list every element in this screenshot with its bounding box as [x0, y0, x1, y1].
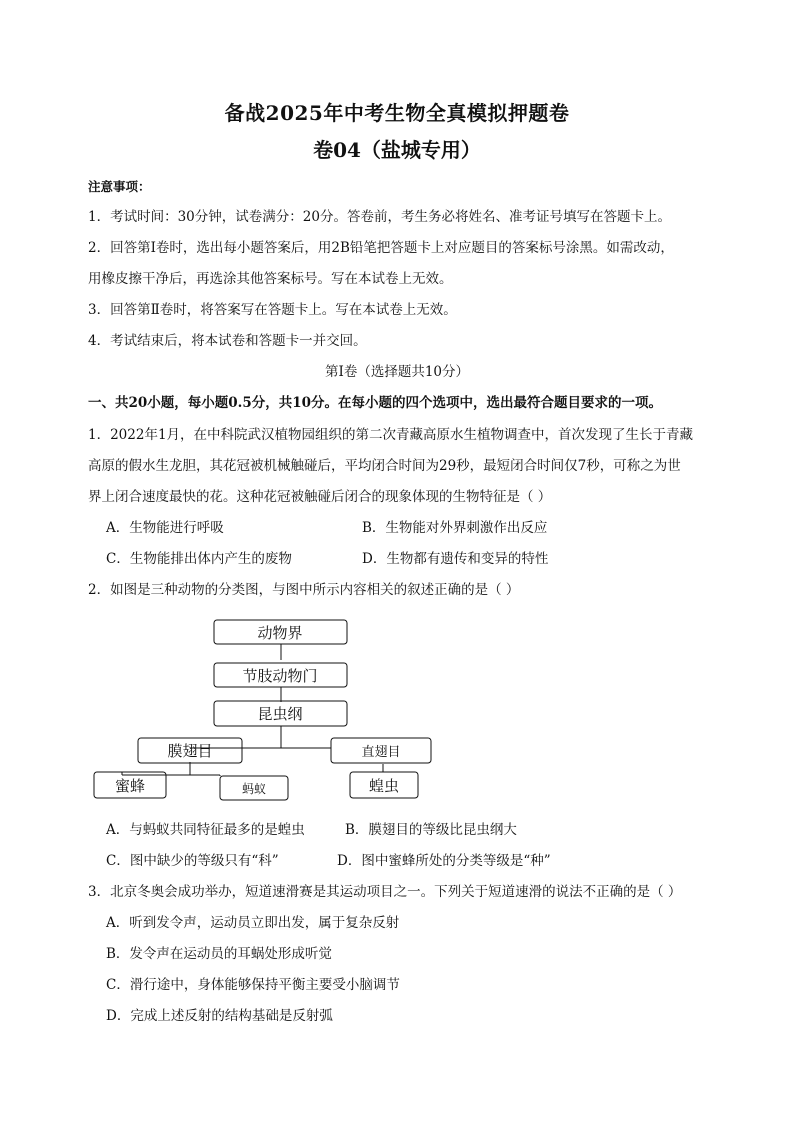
exam-subtitle: 卷04（盐城专用）: [313, 138, 481, 162]
label-order-left: 膜翅目: [167, 742, 213, 760]
note-item-2: 2．回答第Ⅰ卷时，选出每小题答案后，用2B铅笔把答题卡上对应题目的答案标号涂黑。如需改动，: [88, 240, 674, 256]
exam-title: 备战2025年中考生物全真模拟押题卷: [224, 101, 570, 125]
question-1-option-d[interactable]: D．生物都有遗传和变异的特性: [362, 551, 549, 567]
section-instruction: 一、共20小题，每小题0.5分，共10分。在每小题的四个选项中，选出最符合题目要求的一项。: [88, 395, 663, 411]
question-1-option-a[interactable]: A．生物能进行呼吸: [106, 520, 224, 536]
question-2-line-1: 2．如图是三种动物的分类图，与图中所示内容相关的叙述正确的是（ ）: [88, 582, 520, 598]
question-3-option-c[interactable]: C．滑行途中，身体能够保持平衡主要受小脑调节: [106, 977, 400, 993]
question-2-option-d[interactable]: D．图中蜜蜂所处的分类等级是“种”: [337, 853, 551, 869]
question-3-option-b[interactable]: B．发令声在运动员的耳蜗处形成听觉: [106, 946, 332, 962]
note-item-3: 3．回答第Ⅱ卷时，将答案写在答题卡上。写在本试卷上无效。: [88, 302, 457, 318]
label-species-a: 蜜蜂: [114, 777, 146, 795]
label-kingdom: 动物界: [257, 624, 303, 642]
question-1-line-2: 高原的假水生龙胆，其花冠被机械触碰后，平均闭合时间为29秒，最短闭合时间仅7秒，可称之为世: [88, 458, 681, 474]
notes-heading: 注意事项：: [88, 179, 151, 194]
label-species-c: 蝗虫: [368, 777, 400, 795]
question-2-option-b[interactable]: B．膜翅目的等级比昆虫纲大: [345, 822, 517, 838]
label-species-b: 蚂蚁: [241, 782, 267, 796]
section-title: 第Ⅰ卷（选择题共10分）: [324, 364, 469, 380]
label-class: 昆虫纲: [257, 705, 303, 723]
question-1-option-b[interactable]: B．生物能对外界刺激作出反应: [362, 520, 548, 536]
label-phylum: 节肢动物门: [242, 667, 318, 685]
note-item-4: 4．考试结束后，将本试卷和答题卡一并交回。: [88, 333, 367, 349]
classification-diagram: [88, 612, 448, 804]
note-item-2-cont: 用橡皮擦干净后，再选涂其他答案标号。写在本试卷上无效。: [88, 271, 453, 287]
label-order-right: 直翅目: [361, 745, 401, 760]
question-2-option-c[interactable]: C．图中缺少的等级只有“科”: [106, 853, 279, 869]
question-1-line-1: 1．2022年1月，在中科院武汉植物园组织的第二次青藏高原水生植物调查中，首次发现了生长于青藏: [88, 427, 694, 443]
note-item-1: 1．考试时间：30分钟，试卷满分：20分。答卷前，考生务必将姓名、准考证号填写在答题卡上。: [88, 209, 671, 225]
question-3-line-1: 3．北京冬奥会成功举办，短道速滑赛是其运动项目之一。下列关于短道速滑的说法不正确的是（ ）: [88, 884, 682, 900]
question-3-option-a[interactable]: A．听到发令声，运动员立即出发，属于复杂反射: [106, 915, 400, 931]
question-2-option-a[interactable]: A．与蚂蚁共同特征最多的是蝗虫: [106, 822, 305, 838]
question-3-option-d[interactable]: D．完成上述反射的结构基础是反射弧: [106, 1008, 333, 1024]
question-1-line-3: 界上闭合速度最快的花。这种花冠被触碰后闭合的现象体现的生物特征是（ ）: [88, 489, 552, 505]
question-1-option-c[interactable]: C．生物能排出体内产生的废物: [106, 551, 292, 567]
